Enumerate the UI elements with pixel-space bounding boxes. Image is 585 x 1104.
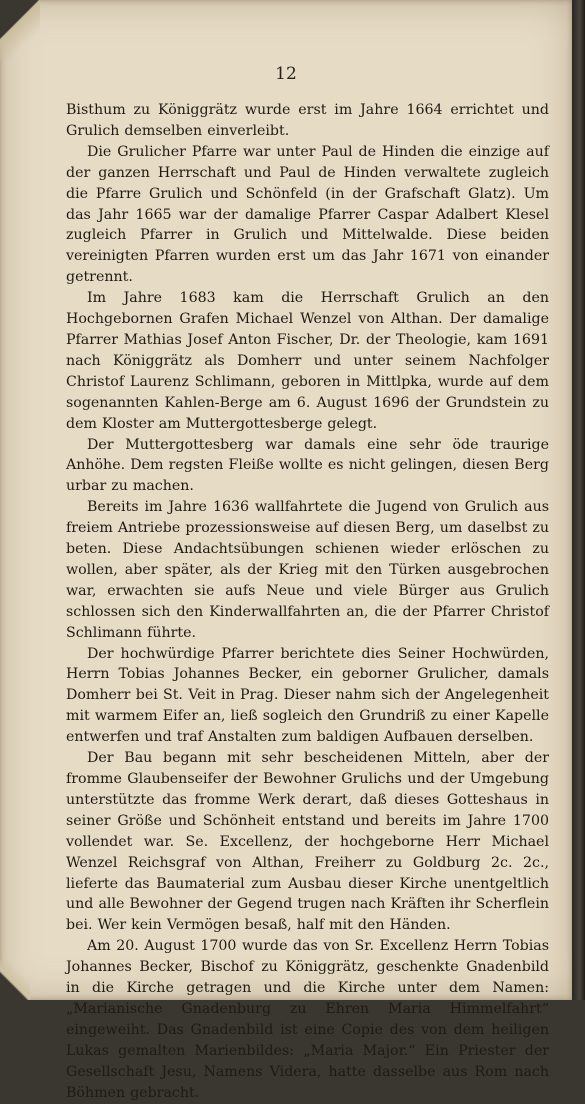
page-number: 12	[275, 64, 297, 84]
folded-corner-top-left	[0, 0, 40, 60]
paragraph: Der hochwürdige Pfarrer berichtete dies Seiner Hochwürden, Herrn Tobias Johannes Becker, ein geborner Grulicher, damals Domherr bei St. Veit in Prag. Dieser nahm sich der Angelegenheit mit warmem Eifer an, ließ sogleich den Grundriß zu einer Kapelle entwerfen und traf Anstalten zum baldigen Aufbauen derselben.	[66, 645, 549, 746]
paragraph: Am 20. August 1700 wurde das von Sr. Excellenz Herrn Tobias Johannes Becker, Bischof zu Königgrätz, geschenkte Gnadenbild in die Kirche getragen und die Kirche unter dem Namen: „Marianische Gnadenburg zu Ehren Maria Himmelfahrt“ eingeweiht. Das Gnadenbild ist eine Copie des von dem heiligen Lukas gemalten Marienbildes: „Maria Major.“ Ein Priester der Gesellschaft Jesu, Namens Videra, hatte dasselbe aus Rom nach Böhmen gebracht.	[66, 938, 549, 1101]
paragraph: Der Bau begann mit sehr bescheidenen Mitteln, aber der fromme Glaubenseifer der Bewohner Grulichs und der Umgebung unterstützte das fromme Werk derart, daß dieses Gotteshaus in seiner Größe und Schönheit entstand und bereits im Jahre 1700 vollendet war. Se. Excellenz, der hochgeborne Herr Michael Wenzel Reichsgraf von Althan, Freiherr zu Goldburg 2c. 2c., lieferte das Baumaterial zum Ausbau dieser Kirche unentgeltlich und alle Bewohner der Gegend trugen nach Kräften ihr Scherflein bei. Wer kein Vermögen besaß, half mit den Händen.	[66, 750, 549, 934]
paragraph: Die Grulicher Pfarre war unter Paul de Hinden die einzige auf der ganzen Herrschaft und Paul de Hinden verwaltete zugleich die Pfarre Grulich und Schönfeld (in der Grafschaft Glatz). Um das Jahr 1665 war der damalige Pfarrer Caspar Adalbert Klesel zugleich Pfarrer in Grulich und Mittelwalde. Diese beiden vereinigten Pfarren wurden erst um das Jahr 1671 von einander getrennt.	[66, 143, 549, 286]
page-spine-edge	[572, 0, 585, 1000]
paragraph: Bereits im Jahre 1636 wallfahrtete die Jugend von Grulich aus freiem Antriebe prozessionsweise auf diesen Berg, um daselbst zu beten. Diese Andachtsübungen schienen wieder erlöschen zu wollen, aber später, als der Krieg mit den Türken ausgebrochen war, erwachten sie aufs Neue und viele Bürger aus Grulich schlossen sich den Kinderwallfahrten an, die der Pfarrer Christof Schlimann führte.	[66, 499, 549, 641]
folded-corner-bottom-left	[0, 960, 30, 1000]
paragraph: Bisthum zu Königgrätz wurde erst im Jahre 1664 errichtet und Grulich demselben einverleibt.	[66, 102, 549, 139]
paragraph: Der Muttergottesberg war damals eine sehr öde traurige Anhöhe. Dem regsten Fleiße wollte es nicht gelingen, diesen Berg urbar zu machen.	[66, 436, 549, 495]
paragraph: Im Jahre 1683 kam die Herrschaft Grulich an den Hochgebornen Grafen Michael Wenzel von Althan. Der damalige Pfarrer Mathias Josef Anton Fischer, Dr. der Theologie, kam 1691 nach Königgrätz als Domherr und unter seinem Nachfolger Christof Laurenz Schlimann, geboren in Mittlpka, wurde auf dem sogenannten Kahlen-Berge am 6. August 1696 der Grundstein zu dem Kloster am Muttergottesberge gelegt.	[66, 290, 549, 432]
body-text	[66, 100, 549, 1104]
